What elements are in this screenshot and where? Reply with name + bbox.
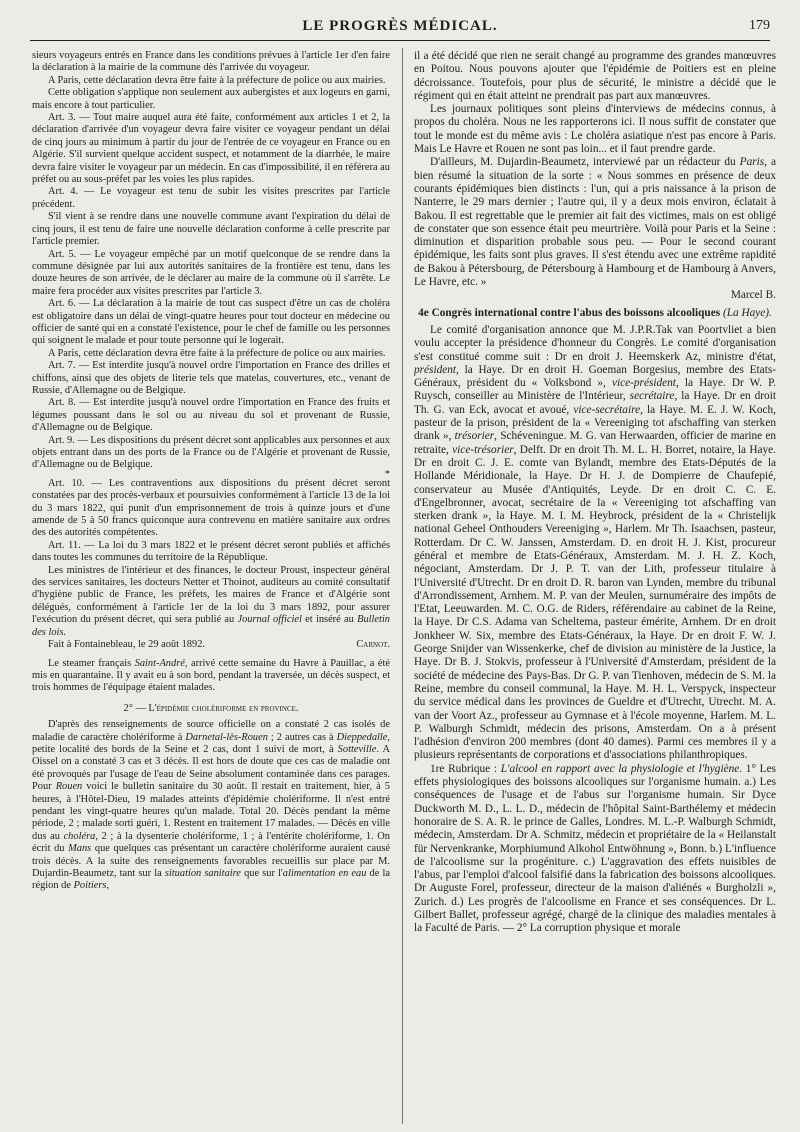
text-run: , 2 ; à la dysenterie cholériforme, 1 ; à l'entérite cholériforme, 1. On écrit du: [32, 830, 390, 855]
text-run: , Schéveningue. M. G. van Herwaarden, officier de marine en retraite,: [414, 430, 776, 456]
place-name: Darnetal-lès-Rouen: [185, 731, 268, 743]
place-name: Rouen: [55, 781, 83, 793]
right-column: [414, 50, 776, 1122]
text-run: Le steamer français: [48, 657, 135, 669]
text-run: , a bien résumé la situation de la sorte : « Nous sommes en présence de deux courants épidémiques bien distincts : l'un, qui a pris naissance à la prison de Nanterre, le 29 mars dernier ; l'autre qui, il y a deux mois environ, éclatait à Bakou. Il est regrettable que le premier ait fait des victimes, mais on est obligé de constater que son essence était peu meurtrière. Voilà pour Paris et la Seine : diminution et disparition probable sous peu. — Pour le second courant épidémique, les faits sont plus graves. Il s'est étendu avec une extrême rapidité de Bakou à Pétersbourg, de Pétersbourg à Hambourg et de Hambourg à Anvers, Le Havre, etc. »: [414, 156, 776, 289]
publication-name: Journal officiel: [237, 614, 302, 626]
paragraph: Les journaux politiques sont pleins d'interviews de médecins connus, à propos du choléra. Nous ne les rapporterons ici. Il nous suffit de constater que tout le monde est du même avis : Le choléra asiatique n'est pas encore à Paris. Mais Le Havre et Rouen ne sont pas loin... et il faut prendre garde.: [414, 103, 776, 156]
journal-title: LE PROGRÈS MÉDICAL.: [302, 18, 498, 34]
article-5: Art. 5. — Le voyageur empêché par un motif quelconque de se rendre dans la commune désignée par lui aux autorités sanitaires de la frontière est tenu, dans les douze heures de son arrivée, de le déclarer au maire de la commune où il s'arrête. Le maire fera procéder aux visites prescrites par l'article 3.: [32, 248, 390, 297]
article-8: Art. 8. — Est interdite jusqu'à nouvel ordre l'importation en France des fruits et légumes poussant dans le sol ou au niveau du sol et provenant de Russie, d'Allemagne ou de Belgique.: [32, 397, 390, 434]
emphasis: choléra: [63, 830, 96, 842]
text-run: , la Haye. Dr en droit H. Goeman Borgesius, membre des Etats-Généraux, président du « Volksbond »,: [414, 363, 776, 390]
place-name: Sotteville: [337, 743, 377, 755]
role: président: [414, 363, 457, 376]
text-run: D'ailleurs, M. Dujardin-Beaumetz, interviewé par un rédacteur du: [430, 156, 740, 169]
place-name: Poitiers: [73, 880, 107, 892]
section-heading: [414, 307, 776, 320]
place-name: Dieppedalle: [336, 731, 388, 743]
article-6: Art. 6. — La déclaration à la mairie de tout cas suspect d'être un cas de choléra est obligatoire dans un délai de vingt-quatre heures pour tout docteur en médecine ou officier de santé qui en a constaté l'existence, pour le chef de famille ou les personnes qui soignent le malade et pour toute personne qui le logerait.: [32, 298, 390, 347]
paragraph: A Paris, cette déclaration devra être faite à la préfecture de police ou aux mairies.: [48, 347, 386, 359]
role: secrétaire: [629, 390, 675, 403]
article-7: Art. 7. — Est interdite jusqu'à nouvel ordre l'importation en France des drilles et chiffons, ainsi que des objets de literie tels que matelas, couvertures, etc., venant de Russie, d'Allemagne ou de Belgique.: [32, 360, 390, 396]
page-number: 179: [749, 18, 770, 33]
text-run: et inséré au: [301, 614, 358, 626]
paragraph: [414, 324, 776, 763]
paragraph: Cette obligation s'applique non seulement aux aubergistes et aux logeurs en garni, mais encore à tout particulier.: [32, 87, 390, 111]
text-run: que sur l': [240, 868, 283, 879]
text-run: ; 2 autres cas à: [267, 731, 337, 743]
section-heading: 2° — L'épidémie cholériforme en province.: [123, 702, 299, 714]
column-divider: [402, 48, 403, 1124]
place-name: Mans: [68, 843, 92, 855]
paragraph: [414, 763, 776, 936]
ship-name: Saint-André: [134, 657, 185, 669]
author-signature: Marcel B.: [730, 289, 776, 302]
paragraph: [32, 565, 390, 639]
article-9: Art. 9. — Les dispositions du présent décret sont applicables aux personnes et aux objets entrant dans un des ports de la France ou de l'Algérie et provenant de Russie, d'Allemagne ou de Belgique.: [32, 434, 390, 471]
text-run: 1re Rubrique :: [430, 762, 501, 775]
emphasis: alimentation en eau: [282, 868, 367, 879]
text-run: , la Haye. M. E. J. W. Koch, pasteur de la prison, président de la « Vereeniging tot afschaffing van sterken drank »,: [414, 403, 776, 443]
rubric-title: L'alcool en rapport avec la physiologie et l'hygiène: [500, 762, 740, 775]
left-column: [32, 50, 390, 1122]
publication-name: Paris: [739, 156, 765, 169]
separator-star: *: [384, 468, 390, 480]
text-run: de la région de: [32, 868, 390, 892]
paragraph: S'il vient à se rendre dans une nouvelle commune avant l'expiration du délai de cinq jours, il est tenu de faire une nouvelle déclaration conforme à celle prescrite par l'article premier.: [32, 211, 390, 248]
article-10: Art. 10. — Les contraventions aux dispositions du présent décret seront constatées par des procès-verbaux et poursuivies conformément à l'article 13 de la loi du 3 mars 1822, qui punit d'un emprisonnement de trois à quinze jours et d'une amende de 5 à 50 francs quiconque aura contrevenu en matière sanitaire aux ordres des des autorités compétentes.: [32, 477, 390, 539]
text-run: , Delft. Dr en droit Th. M. L. H. Borret, notaire, la Haye. Dr en droit C. J. E. comte van Bylandt, membre des Etats-Députés de la Hollande Méridionale, la Haye. Dr H. J. de Dompierre de Chaufepié, conservateur au Musée d'Antiquités, Leyde. Dr en droit C. C. E. d'Engelbronner, avocat, secrétaire de la « Vereeniging tot afschaffing van sterken drank », la Haye. M. I. M. Heybrock, président de la « Christelijk national Geheel Onthouders Vereeniging », Harlem. Mr Th. Isaachsen, pasteur, Rotterdam. Dr C. W. Janssen, Amsterdam. D. en droit H. J. Kist, procureur général et membre de Etats-Généraux, Amsterdam. M. J. H. Z. Koch, négociant, Amsterdam. Dr J. P. T. van der Lith, professeur titulaire à l'Université d'Utrecht. Dr en droit D. R. baron van Lynden, membre du tribunal d'Arrondissement, Arnhem. M. P. van der Meulen, surnuméraire des impôts de l'Etat, Leeuwarden. M. C. O.G. de Riders, référendaire au cabinet de la Reine, la Haye. Dr C.S. Adama van Scheltema, pasteur émérite, Arnhem. Dr en droit Jonkheer W. Six, membre des Etats-Généraux, la Haye. Dr en droit F. W. J. George Snijder van Wissenkerke, chef de division au ministère de la Justice, la Haye. Dr B. J. Stokvis, professeur à l'Université d'Amsterdam, président de la société de médecine des Pays-Bas. Dr G. P. van Tienhoven, médecin de S. M. la Reine, membre du conseil communal, la Haye. M. H. L. Verspyck, inspecteur du service médical dans les provinces de Gueldre et d'Utrecht, Utrecht. M. A. van der Voort Az., professeur au Gymnase et à l'école moyenne, Harlem. M. L. P. Walburgh Schmidt, médecin des prisons, Amsterdam. On a à présent l'adhésion d'environ 200 membres (dont 40 dames). Parmi ces membres il y a plusieurs représentants de corporations et d'associations philanthropiques.: [414, 443, 776, 762]
text-run: , la Haye. Dr W. P. Ruysch, conseiller au Ministère de l'Intérieur,: [414, 377, 776, 403]
text-run: , petite localité des bords de la Seine et 2 cas, dont 1 suivi de mort, à: [32, 731, 390, 755]
role: vice-trésorier: [452, 443, 514, 456]
text-run: . A Oissel on a constaté 3 cas et 3 décès. Il est hors de doute que ces cas de maladie ont été provoqués par l'usage de l'eau de Seine absolument contaminée dans ces parages. Pour: [32, 743, 390, 793]
paragraph: A Paris, cette déclaration devra être faite à la préfecture de police ou aux mairies.: [48, 74, 386, 86]
text-run: , arrivé cette semaine du Havre à Pauillac, a été mis en quarantaine. Il y avait eu à son bord, pendant la traversée, un décès suspect, et trois hommes de l'équipage étaient malades.: [32, 657, 390, 694]
paragraph: sieurs voyageurs entrés en France dans les conditions prévues à l'article 1er d'en faire la déclaration à la mairie de la commune dès l'arrivée du voyageur.: [32, 50, 390, 74]
article-3: Art. 3. — Tout maire auquel aura été faite, conformément aux articles 1 et 2, la déclaration d'arrivée d'un voyageur devra faire visiter ce voyageur pendant un délai de cinq jours au minimum à partir du jour de l'entrée de ce voyageur en France ou en Algérie. S'il survient quelque accident suspect, et notamment de la diarrhée, le maire devra faire visiter le voyageur par un médecin. En cas d'impossibilité, il en référera au préfet ou au sous-préfet par les voies les plus rapides.: [32, 112, 390, 186]
paragraph: il a été décidé que rien ne serait changé au programme des grandes manœuvres en Poitou. Nous pouvons ajouter que l'épidémie de Poitiers est en pleine décroissance. Toutefois, pour plus de sécurité, le ministre a décidé que le régiment qui en était atteint ne prendrait pas part aux manœuvres.: [414, 50, 776, 102]
decree-signature: [32, 639, 390, 651]
role: vice-président: [611, 377, 676, 390]
text-run: ,: [106, 880, 110, 892]
text-run: que quelques cas présentant un caractère cholériforme auraient causé trois décès. A la suite des renseignements favorables recueillis sur place par M. Dujardin-Beaumetz, tant sur la: [32, 843, 390, 879]
paragraph: [32, 719, 390, 893]
text-run: , la Haye. Dr en droit Th. G. van Eck, avocat et avoué,: [414, 390, 776, 416]
text-run: . 1° Les effets physiologiques des boissons alcooliques sur l'organisme humain. a.) Les conséquences de l'usage et de l'abus sur l'organisme humain. Sir Dyce Duckworth M. D., L. L. D., médecin de l'hôpital Saint-Barthélemy et médecin honoraire de S. A. R. le prince de Galles, Londres. M. L.-P. Walburgh Schmidt, médecin, Amsterdam. Dr A. Schmitz, médecin et propriétaire de la « Heilanstalt für Nervenkranke, Morphiumund Alkohol Entwöhnung », Bonn. b.) L'influence de l'alcoolisme sur la progéniture. c.) L'aggravation des effets nuisibles de l'abus, par l'emploi d'alcool falsifié dans la fabrication des boissons alcooliques. Dr Auguste Forel, professeur, directeur de la maison d'aliénés « Burgholzli », Zurich. d.) Les progrès de l'alcoolisme en France et ses conséquences. Dr L. Gilbert Ballet, professeur agrégé, chargé de la clinique des maladies mentales à la Faculté de Paris. — 2° La corruption physique et morale: [414, 762, 776, 935]
role: vice-secrétaire: [573, 403, 641, 416]
text-run: 4e Congrès international contre l'abus des boissons alcooliques: [418, 306, 723, 319]
paragraph: [32, 658, 390, 695]
article-11: Art. 11. — La loi du 3 mars 1822 et le présent décret seront publiés et affichés dans toutes les communes du territoire de la République.: [32, 539, 390, 564]
text-run: voici le bulletin sanitaire du 30 août. Il restait en traitement, hier, à 5 heures, à l'Hôtel-Dieu, 19 malades atteints d'épidémie cholériforme. Il n'est entré pendant les vingt-quatre heures qu'un malade. Total 20. Décès pendant la même période, 2 ; malade sorti guéri, 1. Restent en traitement 17 malades. — Décès en ville dus au: [32, 781, 390, 842]
article-4: Art. 4. — Le voyageur est tenu de subir les visites prescrites par l'article précédent.: [32, 186, 390, 210]
publication-name: Bulletin des lois.: [32, 614, 390, 638]
paragraph: [414, 156, 776, 289]
signature-place-date: Fait à Fontainebleau, le 29 août 1892.: [48, 639, 205, 651]
signature-name: Carnot.: [356, 639, 390, 651]
emphasis: situation sanitaire: [164, 868, 241, 879]
text-run: D'après des renseignements de source officielle on a constaté 2 cas isolés de maladie de caractère cholériforme à: [32, 719, 390, 743]
place-name: (La Haye).: [722, 306, 772, 319]
role: trésorier: [454, 430, 495, 443]
page-header: [30, 18, 770, 41]
text-run: Les ministres de l'intérieur et des finances, le docteur Proust, inspecteur général des services sanitaires, les docteurs Netter et Thoinot, auditeurs au comité consultatif d'hygiène public de France, les préfets, les maires de France et d'Algérie sont délégués, conformément à l'article 1er de la loi du 3 mars 1892, pour assurer l'exécution du présent décret, qui sera publié au: [32, 564, 390, 626]
text-run: Le comité d'organisation annonce que M. J.P.R.Tak van Poortvliet a bien voulu accepter la présidence d'honneur du Congrès. Le comité d'organisation s'est constitué comme suit : Dr en droit J. Heemskerk Az, ministre d'état,: [414, 323, 776, 363]
